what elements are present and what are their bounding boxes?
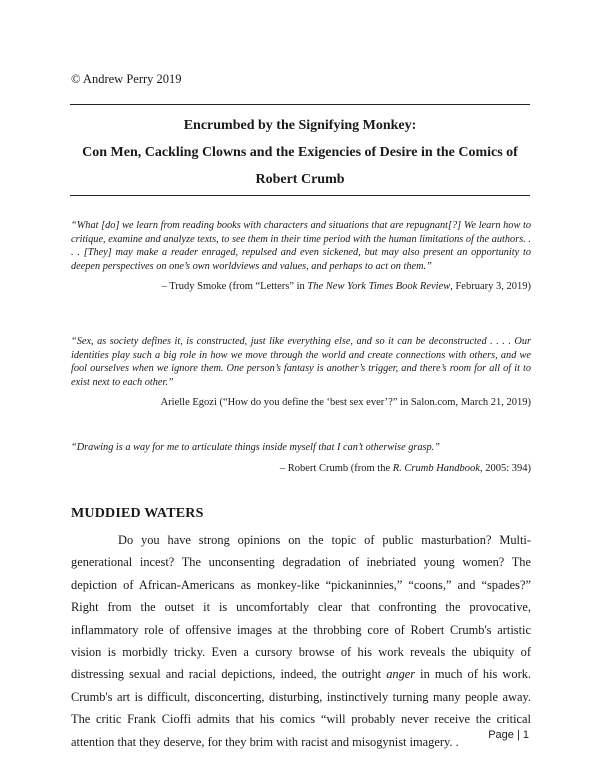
epigraph-1: [71, 219, 531, 292]
page-number: Page | 1: [488, 729, 529, 741]
epigraph-3-text: “Drawing is a way for me to articulate things inside myself that I can’t otherwise grasp.”: [71, 442, 440, 453]
title-bottom-rule: [70, 195, 530, 196]
epigraph-3-attribution: – Robert Crumb (from the R. Crumb Handbook, 2005: 394): [279, 462, 531, 474]
epigraph-2-text: “Sex, as society defines it, is constructed, just like everything else, and so it can be deconstructed . . . . Our identities play such a big role in how we move through the world and create connections with others, and we fool ourselves when we ignore them. One person’s fantasy is another’s trigger, and there’s room for all of it to exist next to each other.”: [71, 336, 531, 388]
section-heading: MUDDIED WATERS: [71, 506, 204, 521]
epigraph-2-attribution: Arielle Egozi (“How do you define the ‘best sex ever’?” in Salon.com, March 21, 2019): [160, 397, 531, 408]
paper-title: [70, 112, 530, 193]
title-top-rule: [70, 104, 530, 105]
epigraph-3: [71, 441, 531, 474]
title-line-2: Con Men, Cackling Clowns and the Exigencies of Desire in the Comics of: [82, 145, 518, 160]
epigraph-2: [71, 335, 531, 408]
copyright-notice: © Andrew Perry 2019: [71, 72, 182, 86]
epigraph-1-attribution: – Trudy Smoke (from “Letters” in The New York Times Book Review, February 3, 2019): [161, 281, 531, 292]
body-paragraph: Do you have strong opinions on the topic of public masturbation? Multi-generational incest? The unconsenting degradation of inebriated young women? The depiction of African-Americans as monkey-like “pickaninnies,” “coons,” and “spades?” Right from the outset it is uncomfortably clear that confronting the provocative, inflammatory role of offensive images at the throbbing core of Robert Crumb's artistic vision is morbidly tricky. Even a cursory browse of his work reveals the ubiquity of distressing sexual and racial depictions, indeed, the outright anger in much of his work. Crumb's art is difficult, disconcerting, disturbing, instinctively turning many people away. The critic Frank Cioffi admits that his comics “will probably never receive the critical attention that they deserve, for they brim with racist and misogynist imagery. .: [71, 533, 531, 749]
title-line-1: Encrumbed by the Signifying Monkey:: [183, 118, 417, 133]
epigraph-1-text: “What [do] we learn from reading books with characters and situations that are repugnant[?] We learn how to critique, examine and analyze texts, to see them in their time period with the human limitations of the authors. . . . [They] may make a reader enraged, repulsed and even sickened, but may also present an opportunity to deepen perspectives on one’s own worldviews and values, and perhaps to act on them.”: [71, 220, 531, 272]
title-line-3: Robert Crumb: [255, 172, 345, 187]
